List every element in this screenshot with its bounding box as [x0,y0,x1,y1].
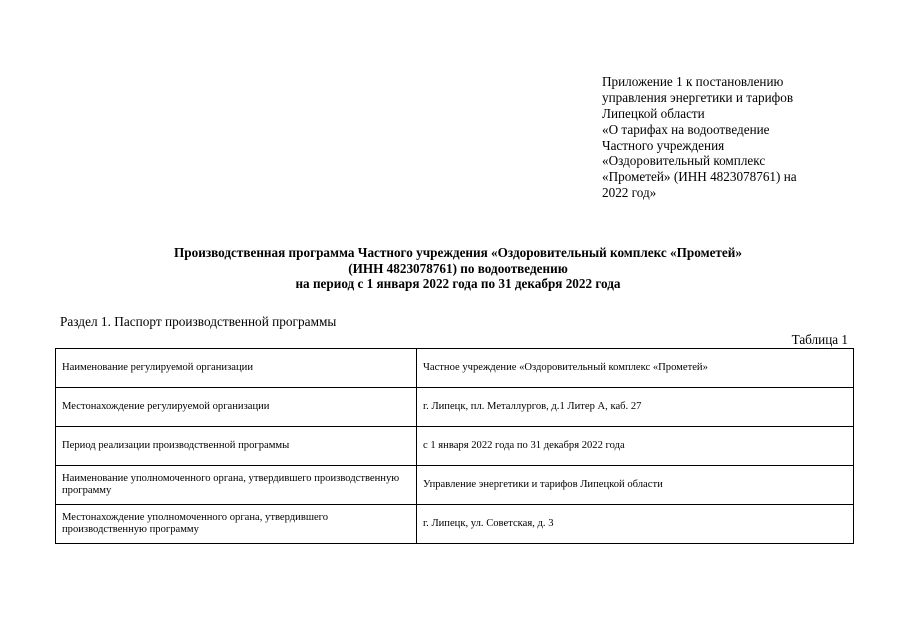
appendix-line: Липецкой области [602,105,705,121]
row-value: с 1 января 2022 года по 31 декабря 2022 года [417,427,854,466]
row-value: Управление энергетики и тарифов Липецкой области [417,466,854,505]
title-line-1: Производственная программа Частного учреждения «Оздоровительный комплекс «Прометей» [174,245,742,260]
appendix-line: управления энергетики и тарифов [602,89,794,105]
title-line-3: на период с 1 января 2022 года по 31 декабря 2022 года [295,276,621,292]
row-label: Наименование уполномоченного органа, утвердившего производственную программу [56,466,417,505]
appendix-line: «Оздоровительный комплекс [602,153,766,169]
row-label: Местонахождение регулируемой организации [56,388,417,427]
row-value: Частное учреждение «Оздоровительный комплекс «Прометей» [417,349,854,388]
row-value: г. Липецк, пл. Металлургов, д.1 Литер А, каб. 27 [417,388,854,427]
table-row [56,388,854,427]
row-label: Наименование регулируемой организации [56,349,417,388]
table-caption: Таблица 1 [791,332,848,347]
table-row [56,349,854,388]
title-line-2: (ИНН 4823078761) по водоотведению [348,260,568,276]
table-row [56,505,854,544]
row-label: Местонахождение уполномоченного органа, утвердившего производственную программу [56,505,417,544]
row-value: г. Липецк, ул. Советская, д. 3 [417,505,854,544]
section-heading: Раздел 1. Паспорт производственной программы [60,314,337,329]
appendix-line: «Прометей» (ИНН 4823078761) на [602,169,797,185]
appendix-line: 2022 год» [602,185,657,201]
appendix-line: «О тарифах на водоотведение [602,121,770,137]
passport-table [55,348,854,544]
document-title [0,245,905,292]
appendix-line: Приложение 1 к постановлению [602,74,784,89]
table-row [56,466,854,505]
table-row [56,427,854,466]
row-label: Период реализации производственной программы [56,427,417,466]
appendix-note [602,74,892,201]
appendix-line: Частного учреждения [602,137,725,153]
